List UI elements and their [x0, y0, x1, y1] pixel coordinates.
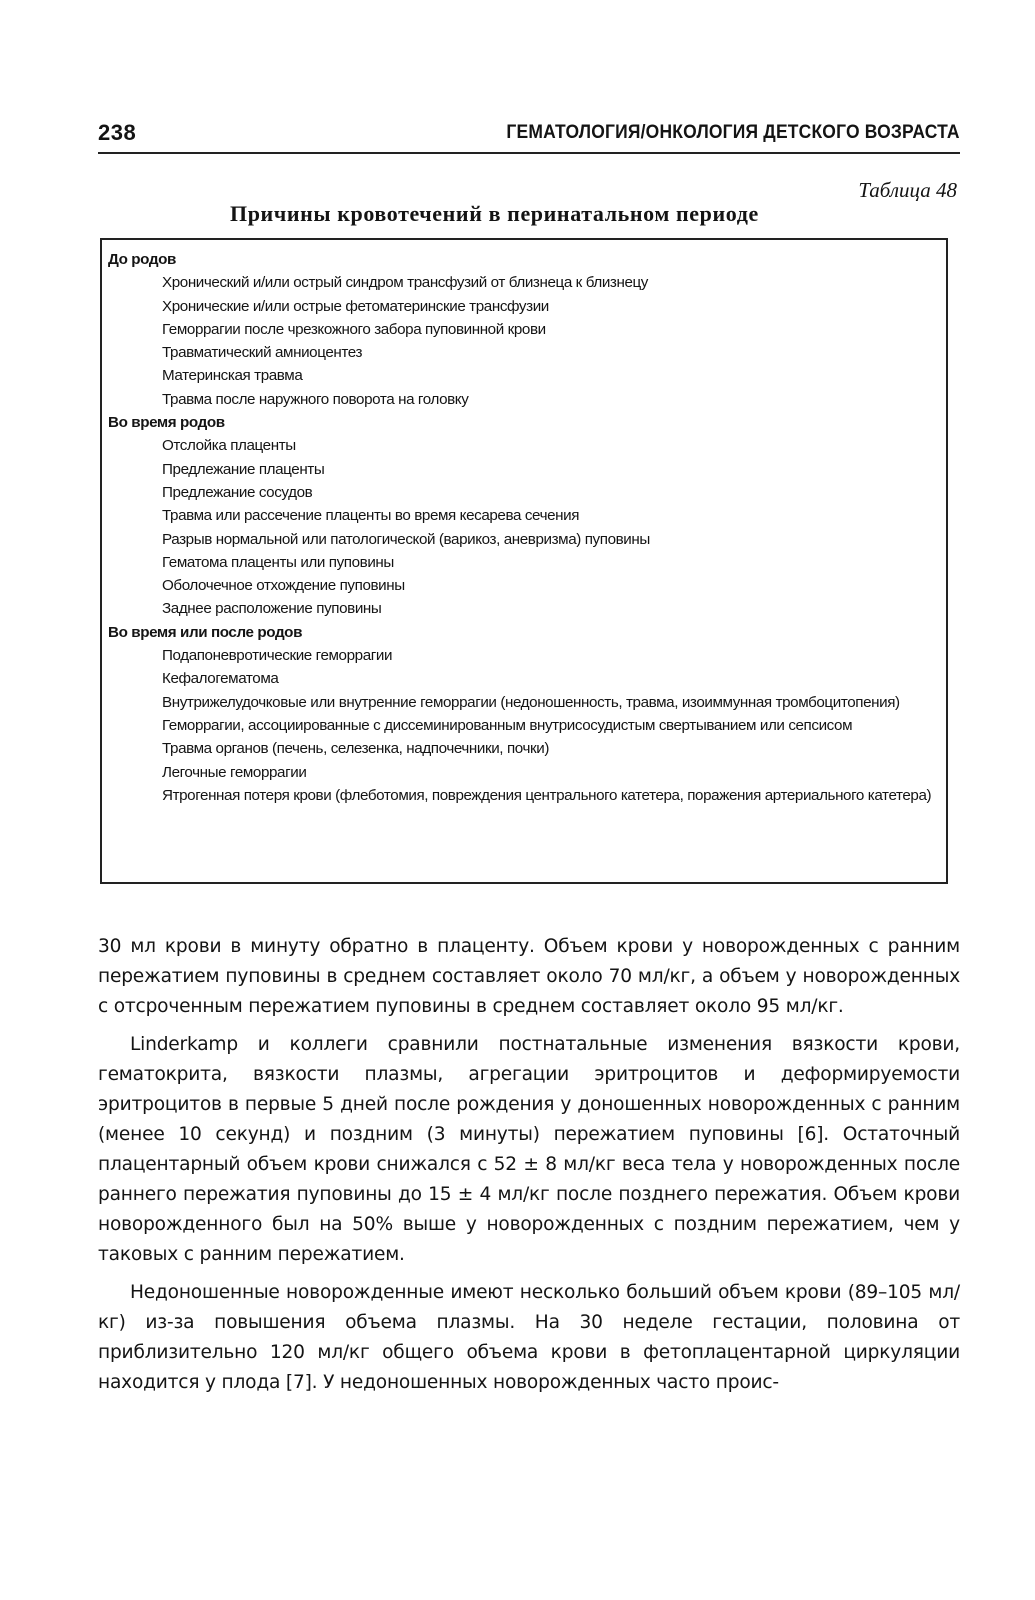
list-item: Оболочечное отхождение пуповины [162, 577, 405, 595]
running-title: ГЕМАТОЛОГИЯ/ОНКОЛОГИЯ ДЕТСКОГО ВОЗРАСТА [506, 122, 960, 143]
section-heading: До родов [108, 251, 176, 268]
list-item: Заднее расположение пуповины [162, 600, 382, 618]
list-item: Предлежание плаценты [162, 460, 325, 478]
list-item: Геморрагии, ассоциированные с диссеминированным внутрисосудистым свертыванием или сепсисом [162, 716, 853, 734]
list-item: Геморрагии после чрезкожного забора пуповинной крови [162, 320, 546, 338]
body-text [98, 932, 960, 1406]
paragraph: Linderkamp и коллеги сравнили постнатальные изменения вязкости крови, гематокрита, вязкости плазмы, агрегации эритроцитов и деформируемости эритроцитов в первые 5 дней после рождения у доношенных новорожденных с ранним (менее 10 секунд) и поздним (3 минуты) пережатием пуповины [6]. Остаточный плацентарный объем крови снижался с 52 ± 8 мл/кг веса тела у новорожденных после раннего пережатия пуповины до 15 ± 4 мл/кг после позднего пережатия. Объем крови новорожденного был на 50% выше у новорожденных с поздним пережатием, чем у таковых с ранним пережатием. [98, 1034, 960, 1265]
table-label: Таблица 48 [858, 178, 957, 202]
list-item: Внутрижелудочковые или внутренние геморрагии (недоношенность, травма, изоиммунная тромбоцитопения) [162, 693, 900, 711]
list-item: Подапоневротические геморрагии [162, 647, 393, 665]
list-item: Хронический и/или острый синдром трансфузий от близнеца к близнецу [162, 274, 648, 292]
causes-table [100, 238, 948, 884]
list-item: Разрыв нормальной или патологической (варикоз, аневризма) пуповины [162, 530, 650, 548]
table-title: Причины кровотечений в перинатальном периоде [230, 201, 759, 226]
list-item: Травма органов (печень, селезенка, надпочечники, почки) [162, 740, 549, 758]
list-item: Отслойка плаценты [162, 437, 296, 455]
section-heading: Во время родов [108, 414, 225, 432]
list-item: Травма или рассечение плаценты во время кесарева сечения [162, 507, 580, 525]
list-item: Травма после наружного поворота на головку [162, 390, 469, 408]
list-item: Гематома плаценты или пуповины [162, 553, 394, 571]
list-item: Ятрогенная потеря крови (флеботомия, повреждения центрального катетера, поражения артериального катетера) [162, 786, 932, 804]
list-item: Травматический амниоцентез [162, 344, 363, 362]
page-number: 238 [98, 120, 137, 145]
list-item: Материнская травма [162, 367, 303, 385]
list-item: Предлежание сосудов [162, 483, 313, 501]
list-item: Кефалогематома [162, 670, 279, 688]
section-heading: Во время или после родов [108, 623, 302, 641]
paragraph: Недоношенные новорожденные имеют несколько больший объем крови (89–105 мл/кг) из-за повышения объема плазмы. На 30 неделе гестации, половина от приблизительно 120 мл/кг общего объема крови в фетоплацентарной циркуляции находится у плода [7]. У недоношенных новорожденных часто проис- [98, 1282, 960, 1393]
list-item: Легочные геморрагии [162, 763, 307, 781]
running-header [98, 118, 960, 154]
paragraph: 30 мл крови в минуту обратно в плаценту. Объем крови у новорожденных с ранним пережатием пуповины в среднем составляет около 70 мл/кг, а объем у новорожденных с отсроченным пережатием пуповины в среднем составляет около 95 мл/кг. [98, 936, 960, 1017]
list-item: Хронические и/или острые фетоматеринские трансфузии [162, 297, 549, 315]
